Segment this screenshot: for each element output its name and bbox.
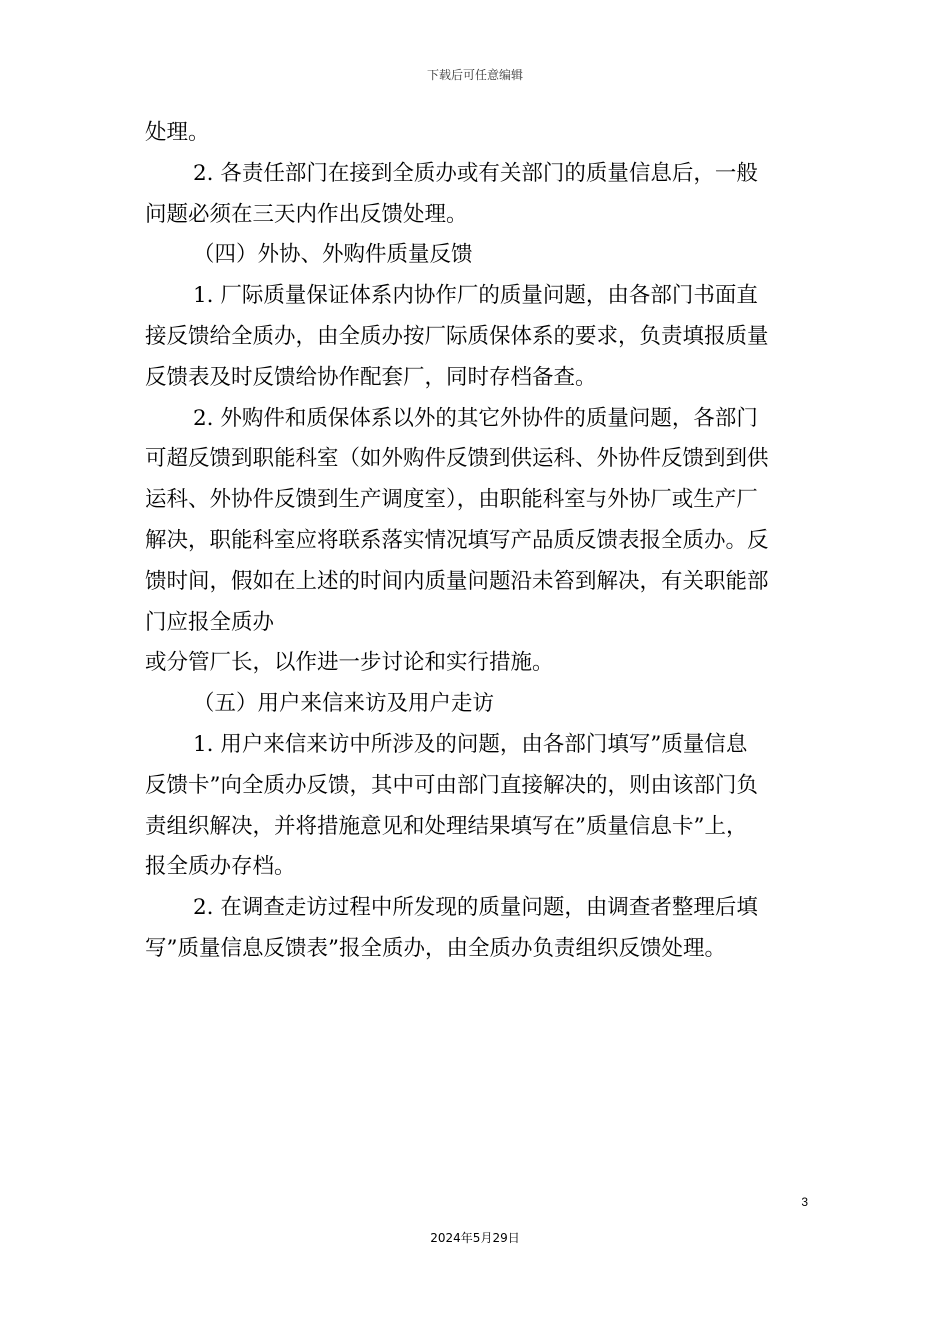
paragraph-line: 1. 用户来信来访中所涉及的问题，由各部门填写”质量信息 — [193, 731, 748, 757]
page-header: 下载后可任意编辑 — [426, 68, 523, 82]
paragraph-line: 解决，职能科室应将联系落实情况填写产品质反馈表报全质办。反 — [145, 527, 769, 553]
paragraph-line: 2. 各责任部门在接到全质办或有关部门的质量信息后，一般 — [193, 160, 758, 186]
section-heading: （四）外协、外购件质量反馈 — [193, 242, 473, 268]
document-body — [145, 113, 808, 970]
paragraph-line: 问题必须在三天内作出反馈处理。 — [145, 201, 468, 227]
paragraph-line: 1. 厂际质量保证体系内协作厂的质量问题，由各部门书面直 — [193, 283, 758, 309]
section-heading: （五）用户来信来访及用户走访 — [193, 691, 495, 717]
paragraph-line: 接反馈给全质办，由全质办按厂际质保体系的要求，负责填报质量 — [145, 323, 769, 349]
paragraph-line: 报全质办存档。 — [145, 854, 296, 880]
paragraph-line: 馈时间，假如在上述的时间内质量问题沿未笞到解决，有关职能部 — [145, 568, 769, 594]
page-number: 3 — [801, 1195, 808, 1209]
paragraph-line: 可超反馈到职能科室（如外购件反馈到供运科、外协件反馈到到供 — [145, 446, 769, 472]
page-footer-date: 2024年5月29日 — [430, 1231, 520, 1245]
paragraph-line: 或分管厂长，以作进一步讨论和实行措施。 — [145, 650, 554, 676]
paragraph-line: 处理。 — [145, 120, 210, 145]
paragraph-line: 责组织解决，并将措施意见和处理结果填写在”质量信息卡”上， — [145, 813, 748, 839]
paragraph-line: 运科、外协件反馈到生产调度室），由职能科室与外协厂或生产厂 — [145, 487, 758, 513]
paragraph-line: 反馈卡”向全质办反馈，其中可由部门直接解决的，则由该部门负 — [145, 772, 758, 798]
paragraph-line: 2. 外购件和质保体系以外的其它外协件的质量问题，各部门 — [193, 405, 758, 431]
paragraph-line: 写”质量信息反馈表”报全质办，由全质办负责组织反馈处理。 — [145, 935, 726, 961]
paragraph-line: 2. 在调查走访过程中所发现的质量问题，由调查者整理后填 — [193, 895, 758, 921]
paragraph-line: 反馈表及时反馈给协作配套厂，同时存档备查。 — [145, 364, 597, 390]
paragraph-line: 门应报全质办 — [145, 609, 275, 635]
